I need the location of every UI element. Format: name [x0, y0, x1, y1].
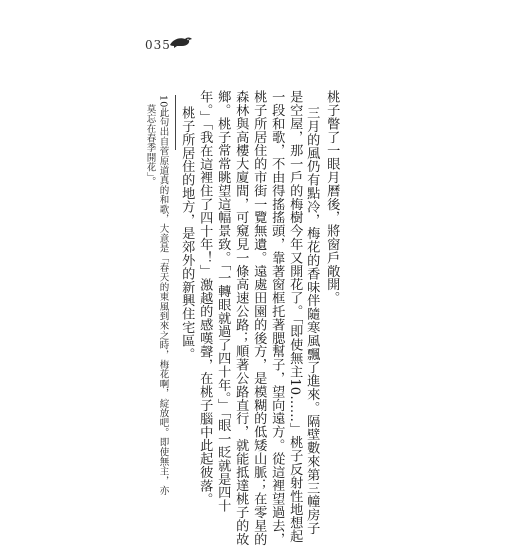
body-line-2: 三月的風仍有點冷，梅花的香味伴隨寒風飄了進來。隔壁數來第三幢房子 — [304, 106, 320, 535]
body-line-7: 鄉。桃子常常眺望這幅景致。「一轉眼就過了四十年。」「眼一眨就是四十 — [215, 90, 231, 513]
body-line-8: 年。」「我在這裡住了四十年！」激越的感嘆聲，在桃子腦中此起彼落。 — [197, 90, 213, 506]
body-line-9: 桃子所居住的地方，是郊外的新興住宅區。 — [179, 106, 195, 361]
footnote-line-2: 莫忘在春季開花」。 — [144, 104, 156, 187]
footnote-rule — [175, 95, 176, 150]
body-line-3: 是空屋，那一戶的梅樹今年又開花了。「即使無主10……」桃子反射性地想起 — [287, 90, 303, 543]
body-line-4: 一段和歌，不由得搖搖頭，靠著窗框托著腮幫子，望向遠方。從這裡望過去， — [269, 90, 285, 546]
body-line-5: 桃子所居住的市街一覽無遺。遠處田園的後方，是模糊的低矮山脈；在零星的 — [251, 90, 267, 546]
body-line-6: 森林與高樓大廈間，可窺見一條高速公路；順著公路直行，就能抵達桃子的故 — [233, 90, 249, 546]
page-number: 035 — [145, 38, 171, 52]
body-line-1: 桃子瞥了一眼月曆後，將窗戶敞開。 — [324, 90, 340, 305]
bird-icon — [168, 34, 194, 50]
footnote-line-1: 10此句出自菅原道真的和歌，大意是「春天的東風到來之時，梅花啊，綻放吧。即使無主，亦 — [157, 95, 169, 496]
